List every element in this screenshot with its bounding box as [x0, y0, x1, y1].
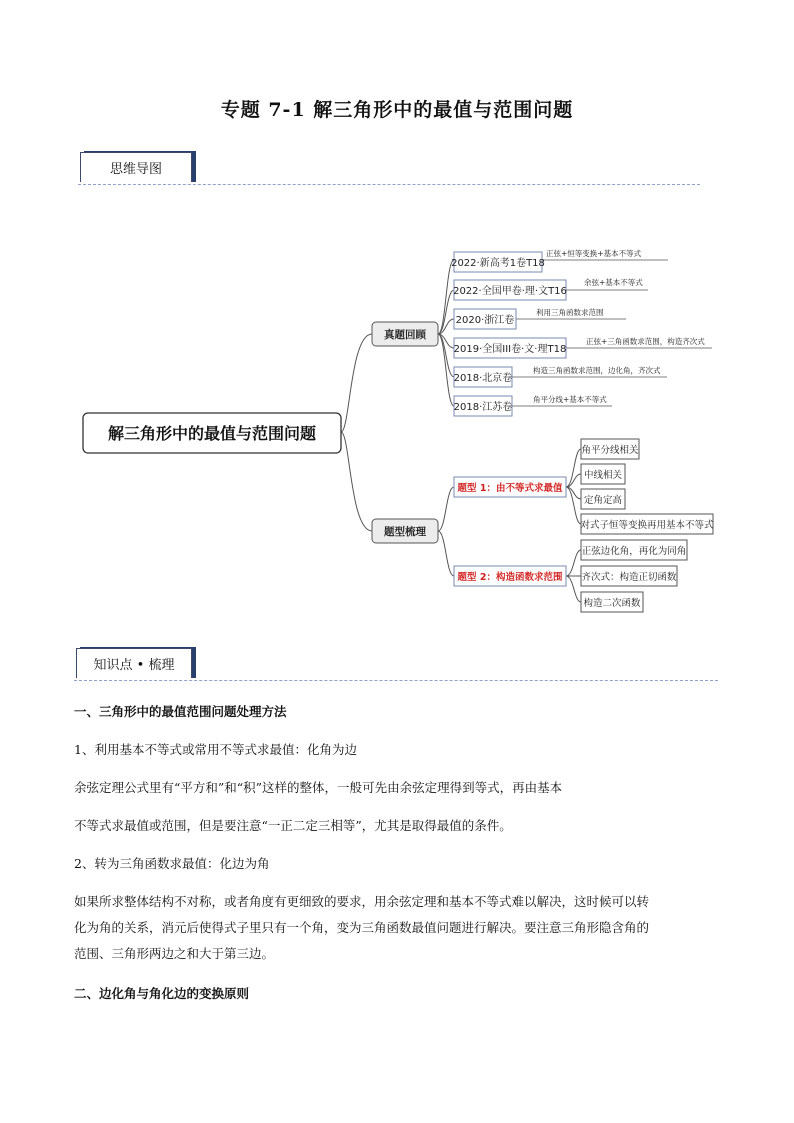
section-tab-mindmap: 思维导图	[80, 152, 192, 182]
type2-item-label: 齐次式：构造正切函数	[581, 572, 677, 583]
branch-types-label: 题型梳理	[384, 526, 426, 538]
type2-label: 题型 2：构造函数求范围	[457, 572, 563, 583]
page-title: 专题 7-1 解三角形中的最值与范围问题	[220, 99, 574, 121]
paragraph-line: 范围、三角形两边之和大于第三边。	[74, 946, 275, 961]
branch-review-label: 真题回顾	[384, 329, 426, 341]
paragraph-line: 余弦定理公式里有“平方和”和“积”这样的整体，一般可先由余弦定理得到等式，再由基本	[74, 780, 563, 795]
section-divider	[74, 680, 718, 681]
type1-item-label: 角平分线相关	[581, 445, 639, 456]
mind-map	[0, 230, 794, 620]
paragraph-line: 如果所求整体结构不对称，或者角度有更细致的要求，用余弦定理和基本不等式难以解决，这时候可以转	[74, 894, 650, 909]
type1-item-label: 对式子恒等变换再用基本不等式	[580, 520, 714, 531]
type2-item-label: 构造二次函数	[583, 598, 641, 609]
section-tab-knowledge: 知识点 • 梳理	[76, 648, 192, 678]
exam-note: 正弦+恒等变换+基本不等式	[546, 249, 642, 258]
type1-item-label: 中线相关	[583, 470, 623, 481]
heading-1: 一、三角形中的最值范围问题处理方法	[74, 704, 287, 719]
exam-note: 正弦+三角函数求范围，构造齐次式	[586, 337, 705, 346]
exam-note: 角平分线+基本不等式	[533, 395, 607, 404]
heading-2: 二、边化角与角化边的变换原则	[74, 986, 250, 1001]
exam-note: 余弦+基本不等式	[584, 278, 643, 287]
exam-label: 2020·浙江卷	[455, 315, 515, 326]
mindmap-root-label: 解三角形中的最值与范围问题	[107, 424, 317, 443]
exam-note: 利用三角函数求范围	[536, 308, 604, 317]
exam-label: 2018·江苏卷	[453, 402, 513, 413]
paragraph-line: 化为角的关系，消元后使得式子里只有一个角，变为三角函数最值问题进行解决。要注意三角形隐含角的	[74, 920, 650, 935]
type2-item-label: 正弦边化角，再化为同角	[581, 546, 687, 557]
paragraph-line: 不等式求最值或范围，但是要注意“一正二定三相等”，尤其是取得最值的条件。	[74, 818, 512, 833]
type1-item-label: 定角定高	[583, 495, 623, 506]
exam-label: 2022·新高考1卷T18	[451, 258, 545, 269]
section-divider	[78, 184, 700, 185]
exam-note: 构造三角函数求范围，边化角，齐次式	[533, 366, 661, 375]
exam-label: 2018·北京卷	[453, 373, 513, 384]
subheading-1: 1、利用基本不等式或常用不等式求最值：化角为边	[74, 742, 357, 757]
type1-label: 题型 1：由不等式求最值	[457, 483, 563, 494]
exam-label: 2019·全国III卷·文·理T18	[453, 344, 567, 355]
exam-label: 2022·全国甲卷·理·文T16	[453, 286, 567, 297]
subheading-2: 2、转为三角函数求最值：化边为角	[74, 856, 270, 871]
